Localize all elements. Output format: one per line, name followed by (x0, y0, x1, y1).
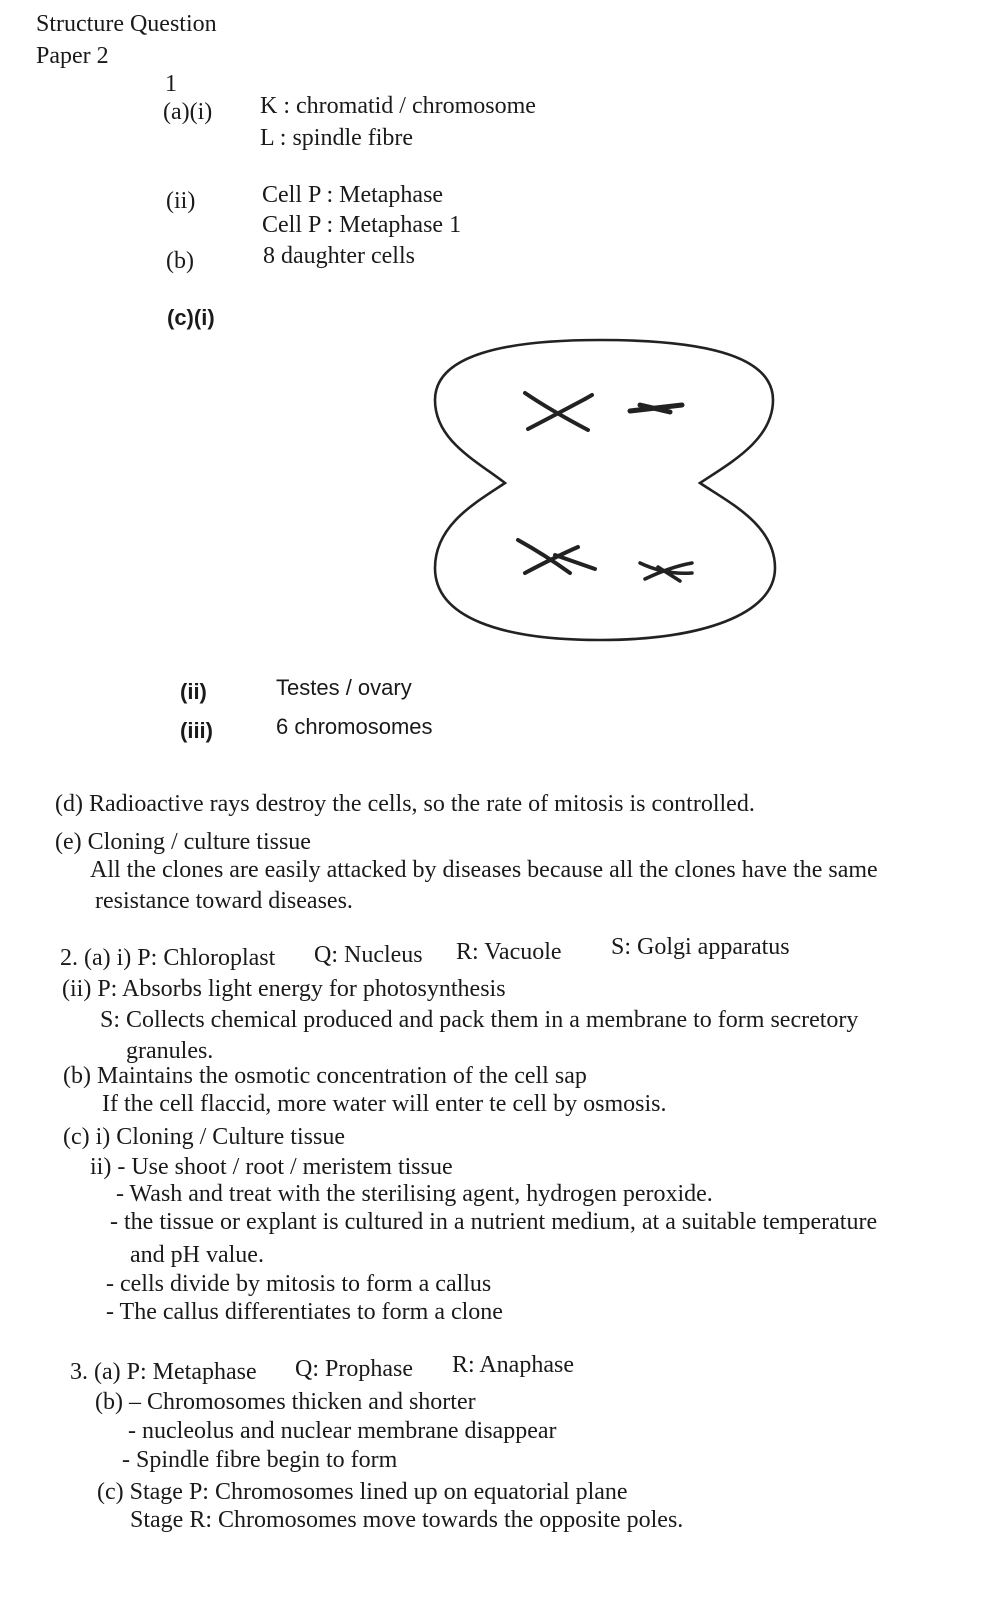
cell-membrane-outline (435, 340, 775, 640)
q3-a-r: R: Anaphase (452, 1352, 574, 1378)
q2-c-i: (c) i) Cloning / Culture tissue (63, 1124, 345, 1150)
q2-a-ii-s1: S: Collects chemical produced and pack them in a membrane to form secretory (100, 1007, 859, 1033)
q2-c-ii-3: - the tissue or explant is cultured in a nutrient medium, at a suitable temperature (110, 1209, 878, 1235)
q2-c-ii-2: - Wash and treat with the sterilising agent, hydrogen peroxide. (116, 1181, 713, 1207)
q2-c-ii-5: - cells divide by mitosis to form a callus (106, 1271, 492, 1297)
q2-c-ii-4: and pH value. (130, 1242, 264, 1268)
q3-c-2: Stage R: Chromosomes move towards the opposite poles. (130, 1507, 684, 1533)
q1-number: 1 (165, 71, 177, 97)
chromosome-bottom-right (640, 563, 692, 581)
q1-a-i-k: K : chromatid / chromosome (260, 93, 536, 119)
document-subtitle: Paper 2 (36, 43, 109, 69)
q1-c-iii-label: (iii) (180, 718, 213, 743)
q1-c-ii-label: (ii) (180, 679, 207, 704)
document-title: Structure Question (36, 11, 217, 37)
q1-a-ii-line1: Cell P : Metaphase (262, 182, 444, 208)
q2-a-i-r: R: Vacuole (456, 939, 562, 965)
q1-a-ii-label: (ii) (166, 188, 196, 214)
q2-a-ii-p: (ii) P: Absorbs light energy for photosynthesis (62, 976, 506, 1002)
q1-a-i-label: (a)(i) (163, 99, 213, 125)
q3-b-3: - Spindle fibre begin to form (122, 1447, 398, 1473)
q1-a-i-l: L : spindle fibre (260, 125, 414, 151)
q1-d: (d) Radioactive rays destroy the cells, so the rate of mitosis is controlled. (55, 791, 755, 817)
q1-a-ii-line2: Cell P : Metaphase 1 (262, 212, 462, 238)
q1-c-ii-answer: Testes / ovary (276, 675, 412, 700)
q1-e-line3: resistance toward diseases. (95, 888, 353, 914)
q2-a-ii-s2: granules. (126, 1038, 214, 1064)
q3-a-p: 3. (a) P: Metaphase (70, 1359, 257, 1385)
chromosome-top-left (525, 393, 592, 430)
q2-b-line1: (b) Maintains the osmotic concentration of the cell sap (63, 1063, 587, 1089)
q3-b-1: (b) – Chromosomes thicken and shorter (95, 1389, 476, 1415)
q2-a-i-p: 2. (a) i) P: Chloroplast (60, 945, 276, 971)
dividing-cell-diagram (430, 335, 780, 645)
chromosome-top-right (630, 405, 682, 412)
q1-e-line2: All the clones are easily attacked by diseases because all the clones have the same (90, 857, 878, 883)
q2-a-i-s: S: Golgi apparatus (611, 934, 790, 960)
q2-b-line2: If the cell flaccid, more water will enter te cell by osmosis. (102, 1091, 667, 1117)
q2-a-i-q: Q: Nucleus (314, 942, 423, 968)
q1-c-i-label: (c)(i) (167, 305, 215, 330)
q2-c-ii-6: - The callus differentiates to form a clone (106, 1299, 503, 1325)
q1-b-label: (b) (166, 248, 194, 274)
q3-c-1: (c) Stage P: Chromosomes lined up on equatorial plane (97, 1479, 628, 1505)
q3-a-q: Q: Prophase (295, 1356, 413, 1382)
q1-b-answer: 8 daughter cells (263, 243, 415, 269)
chromosome-bottom-left (518, 540, 595, 573)
q1-c-iii-answer: 6 chromosomes (276, 714, 433, 739)
q1-e-line1: (e) Cloning / culture tissue (55, 829, 311, 855)
q3-b-2: - nucleolus and nuclear membrane disappear (128, 1418, 557, 1444)
q2-c-ii-1: ii) - Use shoot / root / meristem tissue (90, 1154, 453, 1180)
